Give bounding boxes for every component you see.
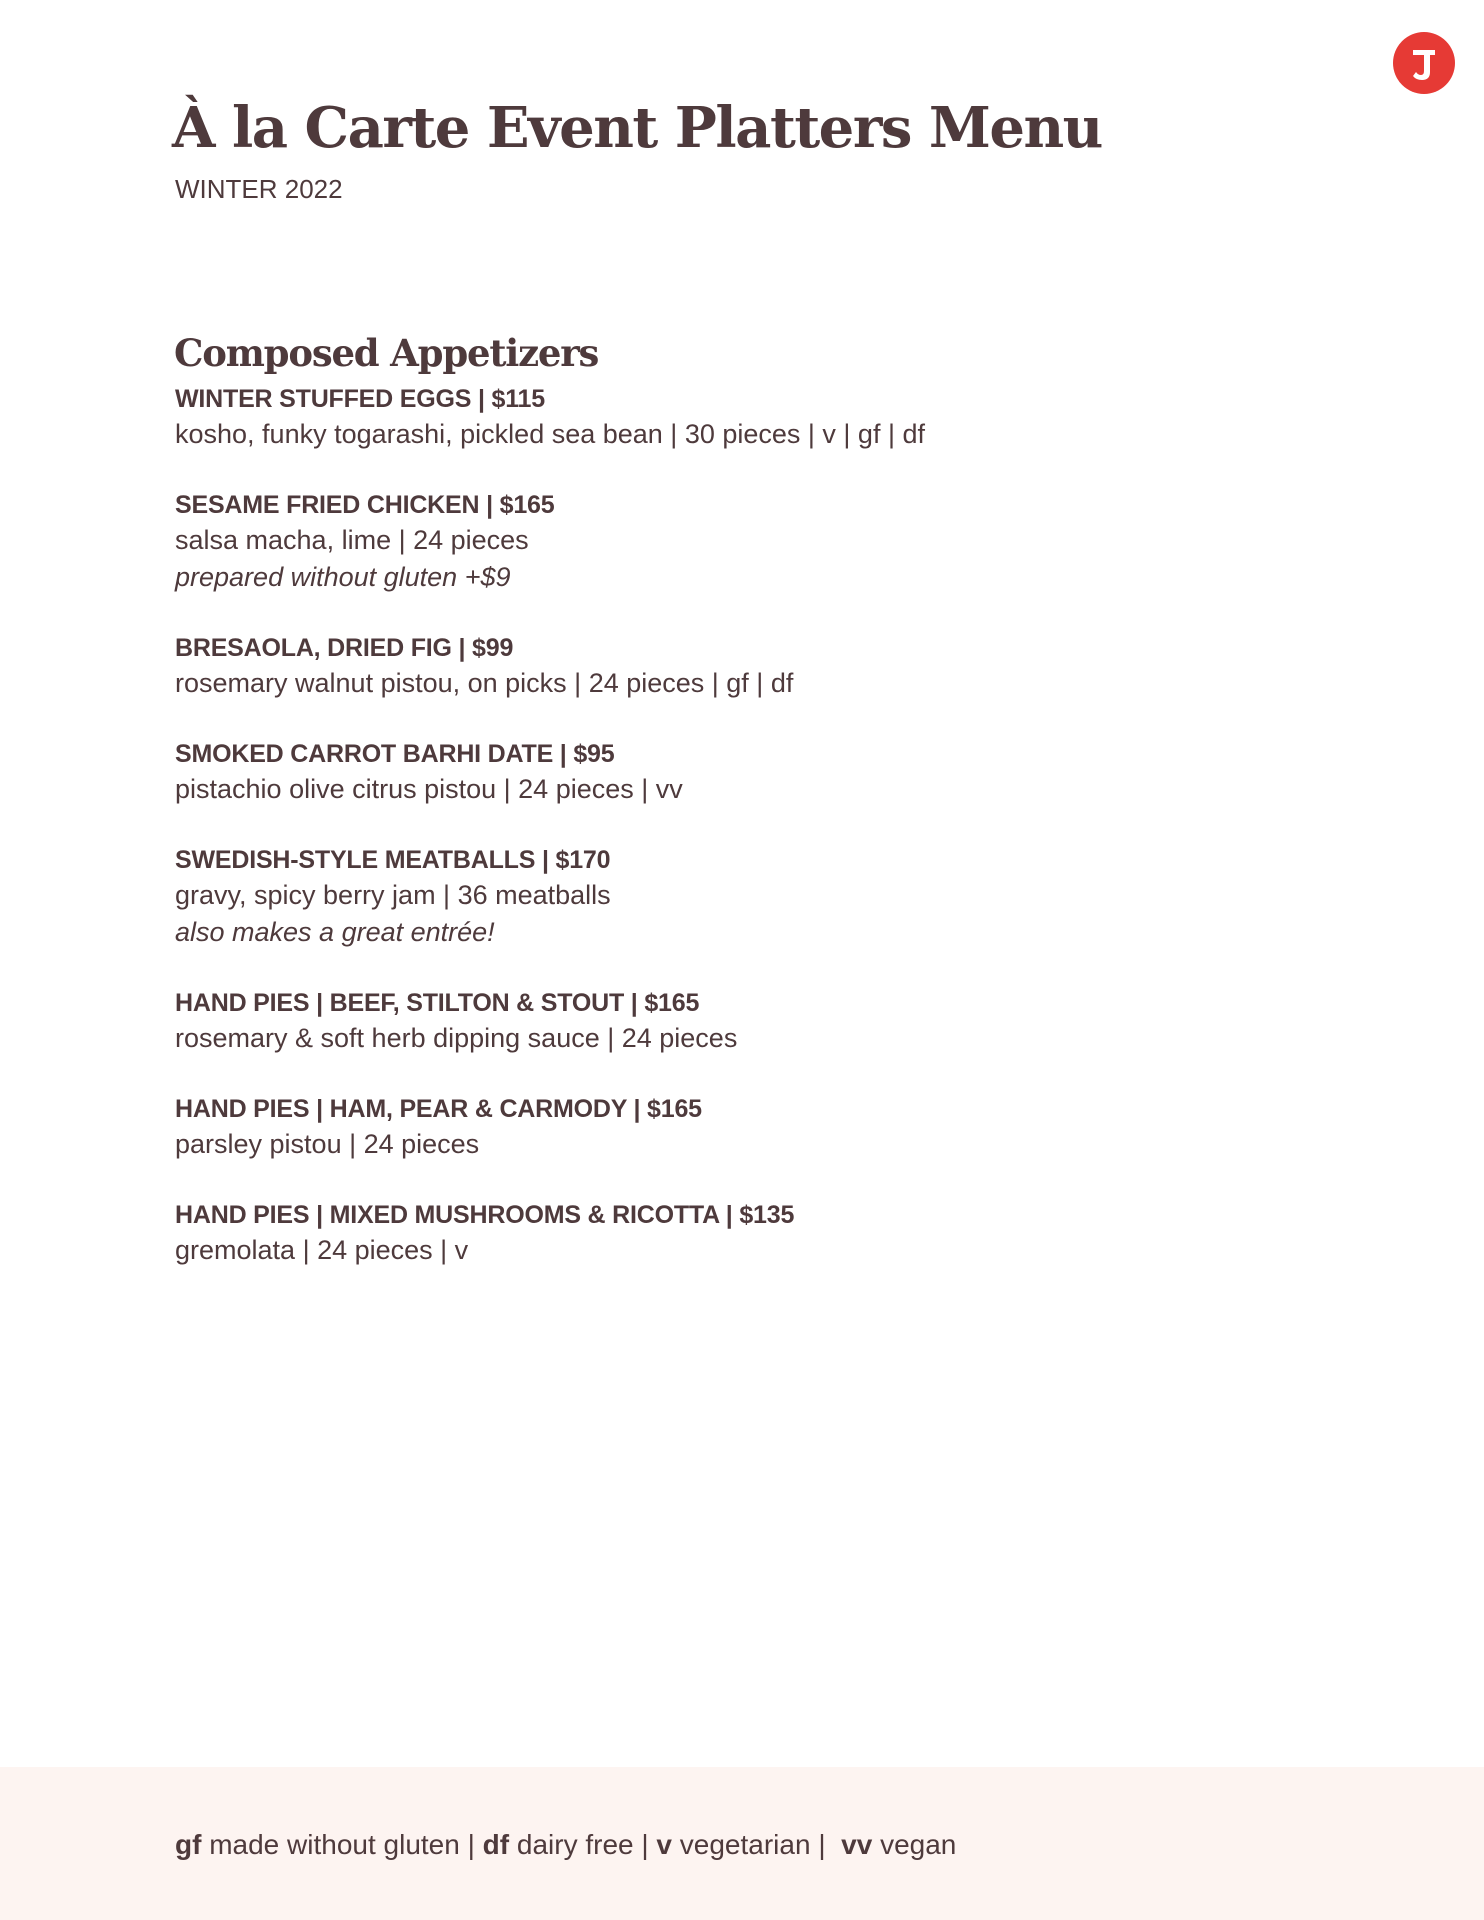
menu-item-name: WINTER STUFFED EGGS | $115: [175, 385, 545, 413]
page-title: À la Carte Event Platters Menu: [172, 95, 1102, 161]
dietary-legend: [175, 1827, 956, 1863]
menu-item-name: HAND PIES | BEEF, STILTON & STOUT | $165: [175, 989, 700, 1017]
menu-item-name: SESAME FRIED CHICKEN | $165: [175, 491, 555, 519]
menu-item: [175, 1199, 1275, 1269]
menu-item: [175, 1093, 1275, 1163]
menu-item-description: pistachio olive citrus pistou | 24 pieces | vv: [175, 774, 683, 804]
menu-item: [175, 383, 1275, 453]
menu-item: [175, 632, 1275, 702]
menu-item: [175, 738, 1275, 808]
menu-item-name: SMOKED CARROT BARHI DATE | $95: [175, 740, 615, 768]
j-letter-icon: [1404, 41, 1444, 85]
menu-item-description: parsley pistou | 24 pieces: [175, 1129, 480, 1159]
brand-logo-icon: [1393, 32, 1455, 94]
legend-df-text: dairy free |: [509, 1829, 657, 1860]
season-subtitle: WINTER 2022: [175, 174, 343, 204]
menu-item: [175, 844, 1275, 951]
menu-item-description: kosho, funky togarashi, pickled sea bean | 30 pieces | v | gf | df: [175, 419, 925, 449]
menu-item-name: BRESAOLA, DRIED FIG | $99: [175, 634, 514, 662]
menu-item-description: salsa macha, lime | 24 pieces: [175, 525, 529, 555]
menu-item-description: gremolata | 24 pieces | v: [175, 1235, 469, 1265]
menu-item-name: SWEDISH-STYLE MEATBALLS | $170: [175, 846, 611, 874]
menu-item: [175, 987, 1275, 1057]
legend-df-key: df: [482, 1829, 510, 1860]
menu-item-name: HAND PIES | MIXED MUSHROOMS & RICOTTA | $135: [175, 1201, 795, 1229]
legend-gf-key: gf: [175, 1829, 202, 1860]
menu-item-description: gravy, spicy berry jam | 36 meatballs: [175, 880, 611, 910]
legend-vv-key: vv: [841, 1829, 873, 1860]
menu-item-description: rosemary & soft herb dipping sauce | 24 pieces: [175, 1023, 738, 1053]
legend-vv-text: vegan: [872, 1829, 957, 1860]
menu-item-list: [175, 383, 1275, 1305]
legend-gf-text: made without gluten |: [201, 1829, 483, 1860]
menu-item: [175, 489, 1275, 596]
menu-item-note: prepared without gluten +$9: [175, 562, 511, 592]
menu-item-note: also makes a great entrée!: [175, 917, 495, 947]
menu-item-name: HAND PIES | HAM, PEAR & CARMODY | $165: [175, 1095, 702, 1123]
legend-v-text: vegetarian |: [672, 1829, 842, 1860]
section-title: Composed Appetizers: [174, 331, 599, 375]
legend-v-key: v: [656, 1829, 672, 1860]
menu-item-description: rosemary walnut pistou, on picks | 24 pieces | gf | df: [175, 668, 794, 698]
